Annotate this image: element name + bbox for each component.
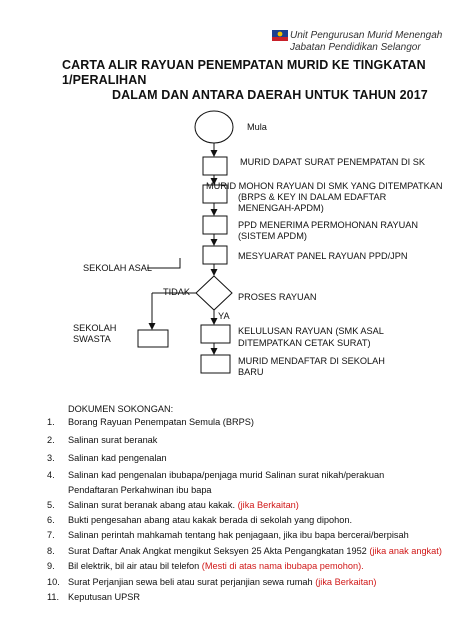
- document-item: [68, 515, 352, 526]
- page-title-line1: CARTA ALIR RAYUAN PENEMPATAN MURID KE TINGKATAN: [62, 58, 426, 72]
- document-number: 9.: [47, 561, 55, 571]
- document-text: Borang Rayuan Penempatan Semula (BRPS): [68, 417, 254, 427]
- step3-label-a: PPD MENERIMA PERMOHONAN RAYUAN: [238, 220, 419, 230]
- document-number: 10.: [47, 577, 60, 587]
- step3-label-b: (SISTEM APDM): [238, 231, 307, 241]
- document-text: Pendaftaran Perkahwinan ibu bapa: [68, 485, 212, 495]
- document-number: 6.: [47, 515, 55, 525]
- step1-box: [203, 157, 227, 175]
- step5-label-a: KELULUSAN RAYUAN (SMK ASAL: [238, 326, 384, 336]
- document-item: [68, 577, 376, 588]
- document-text: Surat Perjanjian sewa beli atau surat perjanjian sewa rumah: [68, 577, 316, 587]
- document-item: [68, 417, 254, 428]
- step2-label-c: MENENGAH-APDM): [238, 203, 324, 213]
- document-text: Surat Daftar Anak Angkat mengikut Seksyen 25 Akta Pengangkatan 1952: [68, 546, 370, 556]
- document-item: [68, 500, 299, 511]
- step5-box: [201, 325, 230, 343]
- document-text: Salinan kad pengenalan ibubapa/penjaga murid Salinan surat nikah/perakuan: [68, 470, 385, 480]
- document-text: Salinan kad pengenalan: [68, 453, 167, 463]
- document-number: 8.: [47, 546, 55, 556]
- document-item: [68, 470, 384, 481]
- decision-label: PROSES RAYUAN: [238, 292, 317, 302]
- page-title-line2: 1/PERALIHAN: [62, 73, 147, 87]
- document-note: (jika Berkaitan): [237, 500, 299, 510]
- start-oval: [195, 111, 233, 143]
- document-note: (Mesti di atas nama ibubapa pemohon).: [201, 561, 364, 571]
- step1-label: MURID DAPAT SURAT PENEMPATAN DI SK: [240, 157, 425, 167]
- header-department: Jabatan Pendidikan Selangor: [290, 42, 421, 53]
- document-item: [68, 546, 442, 557]
- document-note: (jika Berkaitan): [315, 577, 377, 587]
- step4-label: MESYUARAT PANEL RAYUAN PPD/JPN: [238, 251, 408, 261]
- private-school-box: [138, 330, 168, 347]
- document-text: Keputusan UPSR: [68, 592, 141, 602]
- step5-label-b: DITEMPATKAN CETAK SURAT): [238, 338, 371, 348]
- step6-label-b: BARU: [238, 367, 264, 377]
- page-title-line3: DALAM DAN ANTARA DAERAH UNTUK TAHUN 2017: [112, 88, 428, 102]
- document-item: [68, 592, 140, 603]
- document-item: [68, 561, 364, 572]
- step2-label-a: MURID MOHON RAYUAN DI SMK YANG DITEMPATKAN: [206, 181, 443, 191]
- no-label: TIDAK: [163, 287, 191, 297]
- documents-heading: DOKUMEN SOKONGAN:: [68, 404, 174, 414]
- document-note: (jika anak angkat): [369, 546, 442, 556]
- start-label: Mula: [247, 122, 267, 132]
- private-school-label-b: SWASTA: [73, 334, 111, 344]
- document-number: 4.: [47, 470, 55, 480]
- document-text: Salinan perintah mahkamah tentang hak penjagaan, jika ibu bapa bercerai/berpisah: [68, 530, 409, 540]
- step6-box: [201, 355, 230, 373]
- document-text: Salinan surat beranak: [68, 435, 158, 445]
- private-school-label-a: SEKOLAH: [73, 323, 117, 333]
- document-number: 1.: [47, 417, 55, 427]
- document-item: [68, 435, 157, 446]
- original-school-label: SEKOLAH ASAL: [83, 263, 152, 273]
- document-number: 11.: [47, 592, 60, 602]
- document-number: 2.: [47, 435, 55, 445]
- step2-label-b: (BRPS & KEY IN DALAM EDAFTAR: [238, 192, 387, 202]
- header-unit: Unit Pengurusan Murid Menengah: [290, 30, 443, 41]
- document-item: [68, 453, 167, 464]
- document-text: Bukti pengesahan abang atau kakak berada di sekolah yang dipohon.: [68, 515, 353, 525]
- document-number: 3.: [47, 453, 55, 463]
- document-number: 5.: [47, 500, 55, 510]
- document-number: 7.: [47, 530, 55, 540]
- document-text: Salinan surat beranak abang atau kakak.: [68, 500, 238, 510]
- step4-box: [203, 246, 227, 264]
- document-item: [68, 485, 212, 496]
- step3-box: [203, 216, 227, 234]
- document-text: Bil elektrik, bil air atau bil telefon: [68, 561, 202, 571]
- yes-label: YA: [218, 311, 230, 321]
- step6-label-a: MURID MENDAFTAR DI SEKOLAH: [238, 356, 385, 366]
- document-item: [68, 530, 409, 541]
- decision-diamond: [196, 276, 232, 310]
